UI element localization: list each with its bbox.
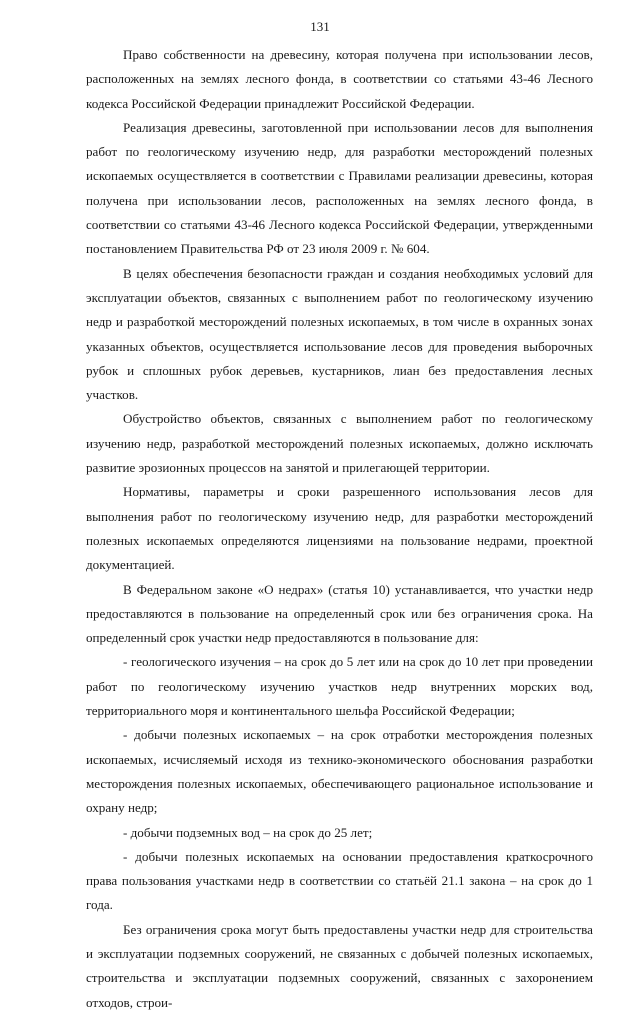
list-item-groundwater-extraction: - добычи подземных вод – на срок до 25 лет; [123,824,373,840]
paragraph-subsoil-law-terms: В Федеральном законе «О недрах» (статья 10) устанавливается, что участки недр предоставляются в пользование на определенный срок или без ограничения срока. На определенный срок участки недр предоставляются в пользование для: [86,581,593,646]
list-item-geological-study: - геологического изучения – на срок до 5 лет или на срок до 10 лет при проведении работ по геологическому изучению участков недр внутренних морских вод, территориального моря и континентального шельфа Российской Федерации; [86,654,593,719]
paragraph-timber-sale: Реализация древесины, заготовленной при использовании лесов для выполнения работ по геологическому изучению недр, для разработки месторождений полезных ископаемых осуществляется в соответствии с Правилами реализации древесины, которая получена при использовании лесов, расположенных на землях лесного фонда, в соответствии со статьями 43-46 Лесного кодекса Российской Федерации, утвержденными постановлением Правительства РФ от 23 июля 2009 г. № 604. [86,119,593,257]
paragraph-unlimited-term: Без ограничения срока могут быть предоставлены участки недр для строительства и эксплуатации подземных сооружений, не связанных с добычей полезных ископаемых, строительства и эксплуатации подземных сооружений, связанных с захоронением отходов, строи- [86,921,593,1010]
paragraph-safety-felling: В целях обеспечения безопасности граждан и создания необходимых условий для эксплуатации объектов, связанных с выполнением работ по геологическому изучению недр и разработкой месторождений полезных ископаемых, в том числе в охранных зонах указанных объектов, осуществляется использование лесов для проведения выборочных рубок и сплошных рубок деревьев, кустарников, лиан без предоставления лесных участков. [86,265,593,403]
list-item-mineral-extraction: - добычи полезных ископаемых – на срок отработки месторождения полезных ископаемых, исчисляемый исходя из технико-экономического обоснования разработки месторождения полезных ископаемых, обеспечивающего рациональное использование и охрану недр; [86,727,593,816]
page-number: 131 [310,19,330,34]
body-text [86,43,593,1015]
paragraph-forest-timber-ownership: Право собственности на древесину, которая получена при использовании лесов, расположенных на землях лесного фонда, в соответствии со статьями 43-46 Лесного кодекса Российской Федерации принадлежит Российской Федерации. [86,47,593,111]
list-item-short-term-right: - добычи полезных ископаемых на основании предоставления краткосрочного права пользования участками недр в соответствии со статьёй 21.1 закона – на срок до 1 года. [86,848,593,913]
paragraph-licensing-norms: Нормативы, параметры и сроки разрешенного использования лесов для выполнения работ по геологическому изучению недр, для разработки месторождений полезных ископаемых определяются лицензиями на пользование недрами, проектной документацией. [86,484,593,573]
paragraph-erosion-prevention: Обустройство объектов, связанных с выполнением работ по геологическому изучению недр, разработкой месторождений полезных ископаемых, должно исключать развитие эрозионных процессов на занятой и прилегающей территории. [86,411,593,476]
